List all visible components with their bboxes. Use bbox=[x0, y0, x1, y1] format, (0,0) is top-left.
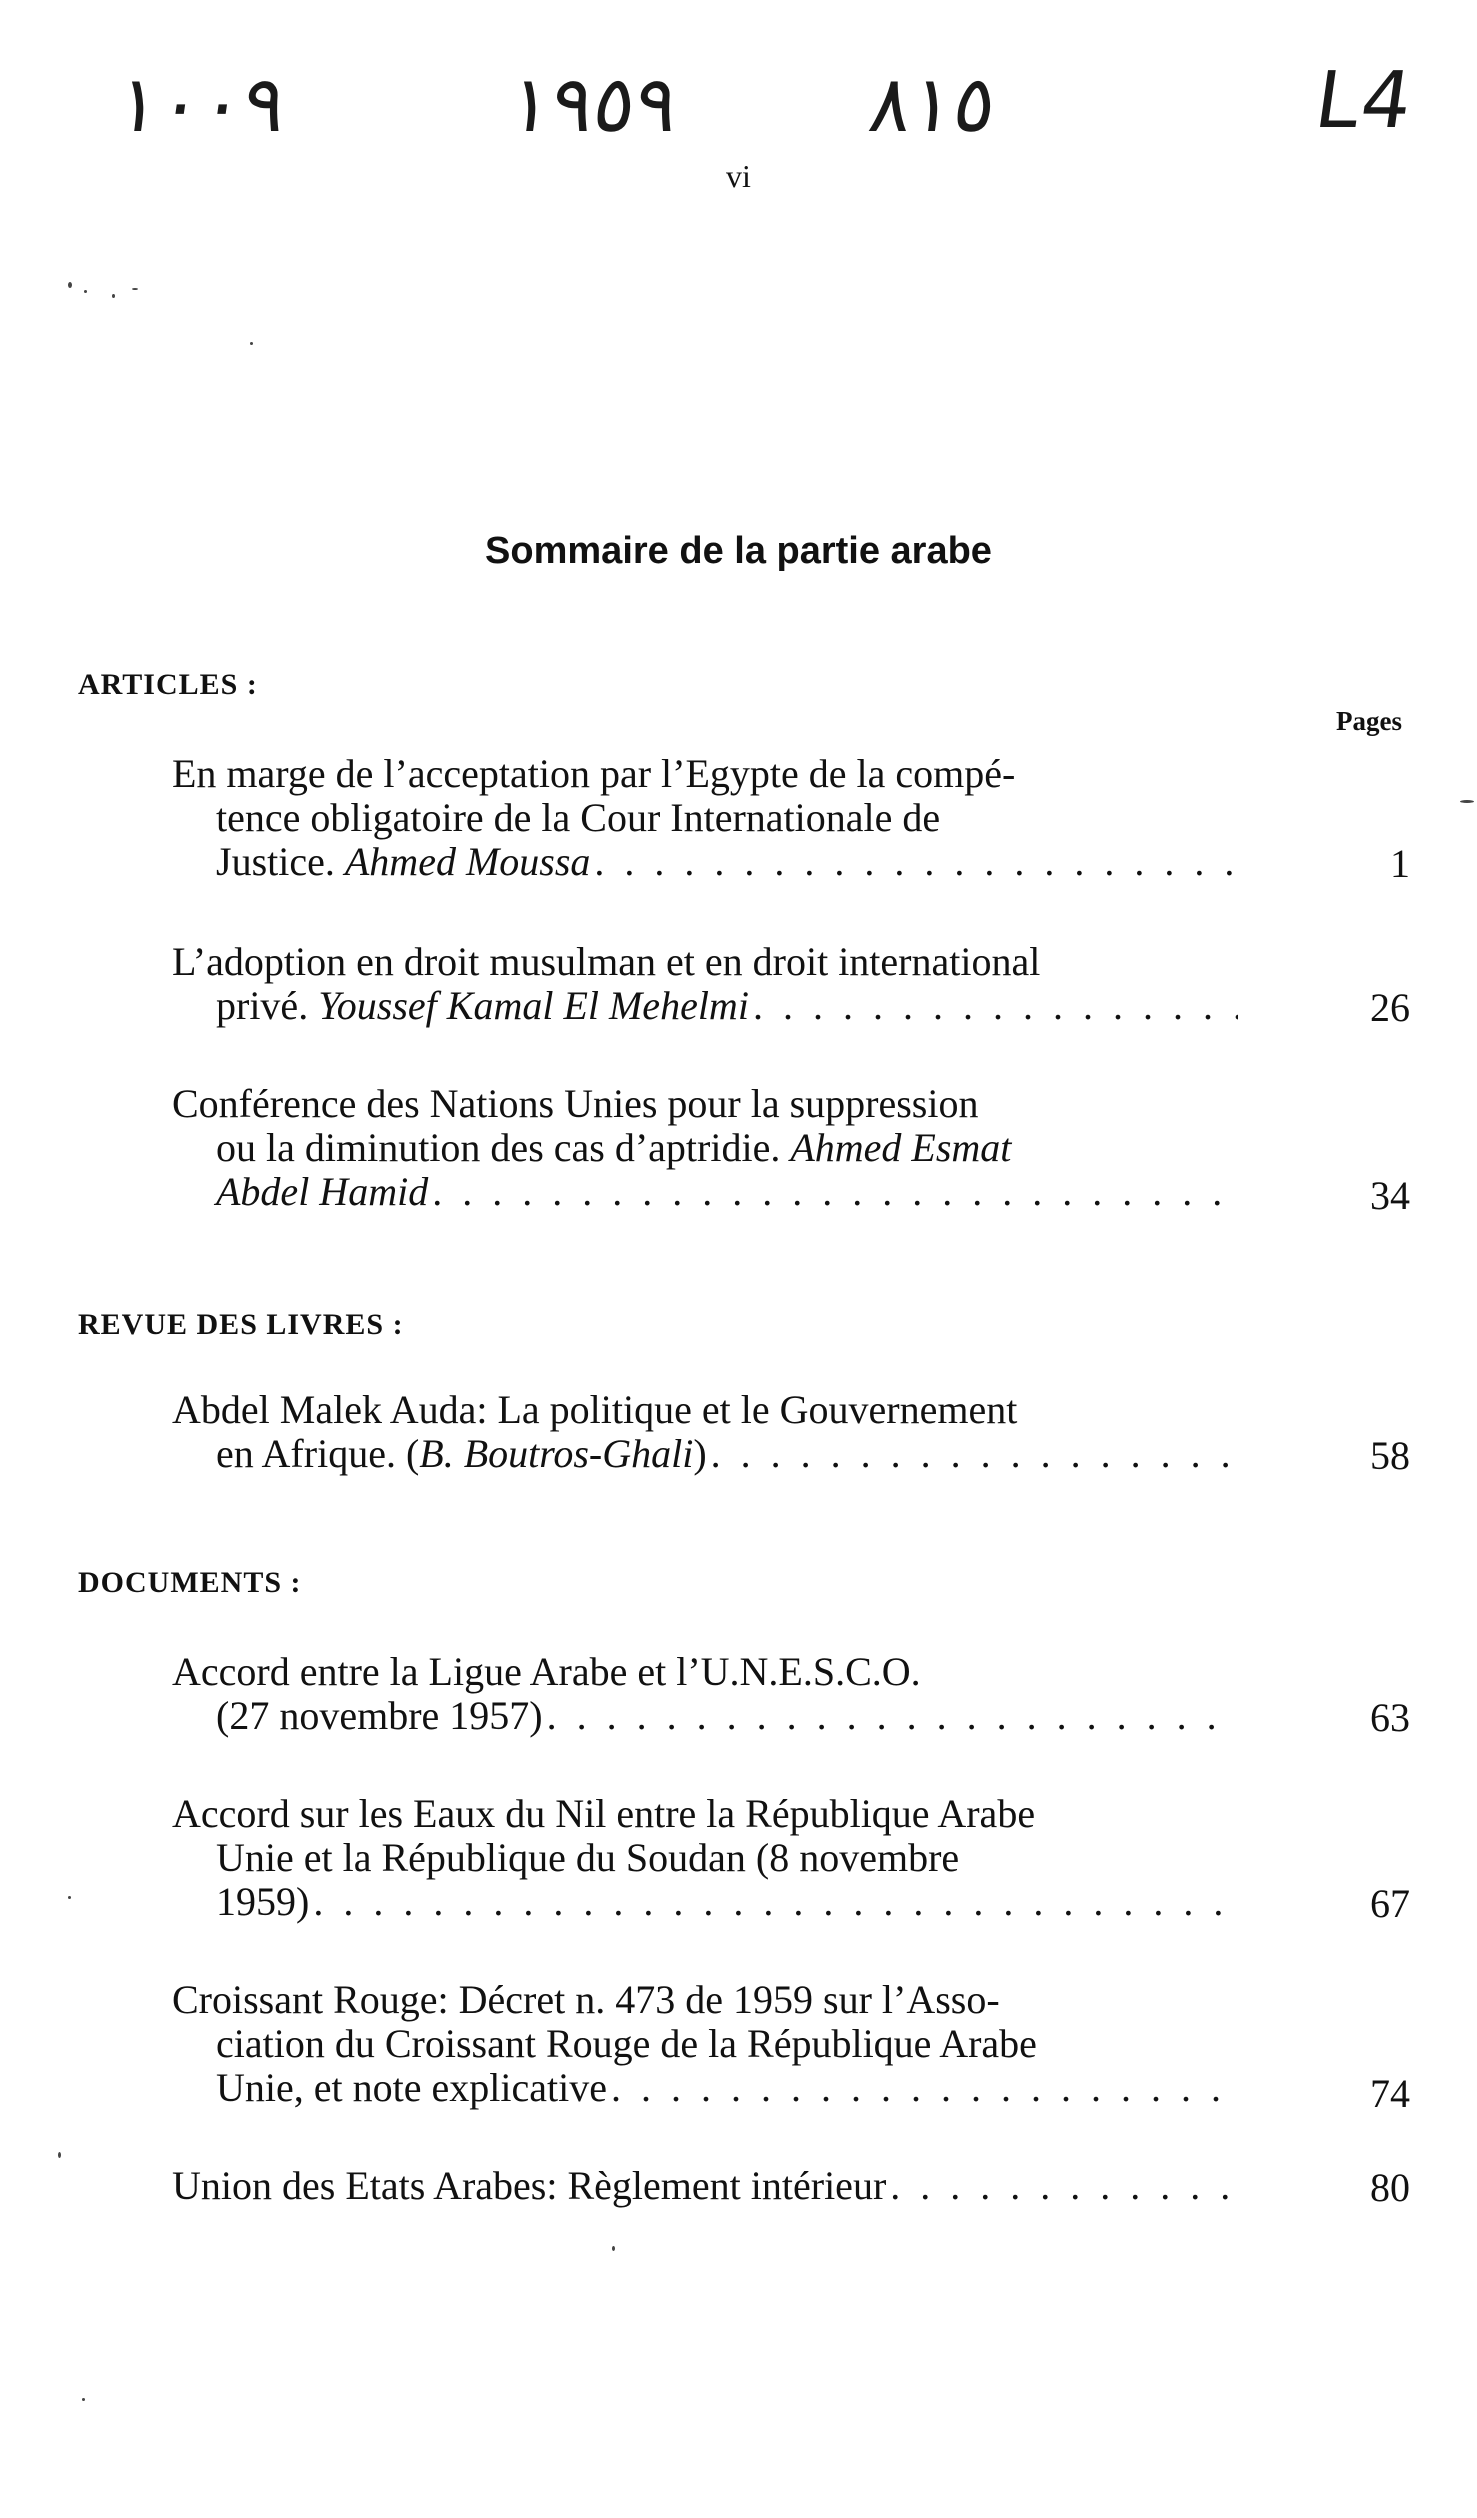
entry-last-line bbox=[172, 2066, 1238, 2110]
page-number: 26 bbox=[1370, 985, 1410, 1030]
leader-dots bbox=[594, 840, 1238, 884]
page-number: 80 bbox=[1370, 2165, 1410, 2210]
entry-last-line bbox=[172, 2164, 1238, 2208]
scan-speck bbox=[612, 2246, 615, 2251]
handwritten-note-3: ٨١٥ bbox=[863, 60, 1003, 150]
handwritten-note-4: L4 bbox=[1309, 56, 1420, 146]
toc-entry bbox=[172, 1792, 1238, 1924]
entry-line: Abdel Malek Auda: La politique et le Gouvernement bbox=[172, 1387, 1018, 1432]
entry-last-line bbox=[172, 1170, 1238, 1214]
entry-line: Conférence des Nations Unies pour la suppression bbox=[172, 1081, 979, 1126]
entry-last-line bbox=[172, 840, 1238, 884]
leader-dots bbox=[313, 1880, 1238, 1924]
section-articles: ARTICLES : bbox=[78, 668, 258, 701]
entry-author: Ahmed Moussa bbox=[344, 839, 591, 884]
entry-text: Unie, et note explicative bbox=[216, 2065, 607, 2110]
entry-author: Abdel Hamid bbox=[216, 1169, 429, 1214]
page-number: 67 bbox=[1370, 1881, 1410, 1926]
toc-entry bbox=[172, 940, 1238, 1028]
scan-speck bbox=[58, 2152, 61, 2158]
entry-last-line bbox=[172, 984, 1238, 1028]
page-number: 63 bbox=[1370, 1695, 1410, 1740]
entry-line: Unie et la République du Soudan (8 novembre bbox=[216, 1835, 960, 1880]
entry-text: ou la diminution des cas d’aptridie. bbox=[216, 1125, 781, 1170]
toc-entry bbox=[172, 1650, 1238, 1738]
scan-speck bbox=[250, 342, 253, 345]
page-number: 34 bbox=[1370, 1173, 1410, 1218]
handwritten-note-1: ١٠٠٩ bbox=[111, 60, 292, 150]
handwritten-note-2: ١٩٥٩ bbox=[503, 60, 684, 150]
entry-line: ciation du Croissant Rouge de la République Arabe bbox=[216, 2021, 1037, 2066]
leader-dots bbox=[711, 1432, 1238, 1476]
leader-dots bbox=[432, 1170, 1238, 1214]
leader-dots bbox=[547, 1694, 1238, 1738]
page-title: Sommaire de la partie arabe bbox=[485, 530, 992, 572]
entry-author: B. Boutros-Ghali bbox=[419, 1431, 694, 1476]
entry-last-line bbox=[172, 1694, 1238, 1738]
scan-speck bbox=[1460, 800, 1474, 803]
entry-author: Youssef Kamal El Mehelmi bbox=[318, 983, 749, 1028]
leader-dots bbox=[753, 984, 1238, 1028]
pages-column-header: Pages bbox=[1336, 706, 1402, 736]
toc-entry bbox=[172, 1082, 1238, 1214]
entry-line: Accord entre la Ligue Arabe et l’U.N.E.S.C.O. bbox=[172, 1649, 921, 1694]
scan-speck bbox=[82, 2398, 85, 2401]
entry-line: Croissant Rouge: Décret n. 473 de 1959 sur l’Asso- bbox=[172, 1977, 1000, 2022]
toc-entry bbox=[172, 1388, 1238, 1476]
leader-dots bbox=[611, 2066, 1238, 2110]
entry-line bbox=[172, 1126, 1238, 1170]
page-number: 58 bbox=[1370, 1433, 1410, 1478]
leader-dots bbox=[890, 2164, 1238, 2208]
entry-text: en Afrique. ( bbox=[216, 1431, 420, 1476]
toc-entry bbox=[172, 1978, 1238, 2110]
scan-speck bbox=[84, 290, 87, 293]
section-book-reviews: REVUE DES LIVRES : bbox=[78, 1308, 404, 1341]
entry-author: Ahmed Esmat bbox=[790, 1125, 1012, 1170]
entry-text: ) bbox=[693, 1431, 707, 1476]
entry-line: L’adoption en droit musulman et en droit international bbox=[172, 939, 1041, 984]
entry-text: Union des Etats Arabes: Règlement intérieur bbox=[172, 2163, 887, 2208]
toc-entry bbox=[172, 2164, 1238, 2208]
page-folio: vi bbox=[726, 158, 751, 194]
scan-speck bbox=[132, 288, 138, 290]
entry-text: 1959) bbox=[216, 1879, 310, 1924]
toc-entry bbox=[172, 752, 1238, 884]
entry-line: Accord sur les Eaux du Nil entre la République Arabe bbox=[172, 1791, 1036, 1836]
entry-text: privé. bbox=[216, 983, 309, 1028]
entry-text: (27 novembre 1957) bbox=[216, 1693, 543, 1738]
page-number: 1 bbox=[1390, 841, 1410, 886]
entry-last-line bbox=[172, 1432, 1238, 1476]
section-documents: DOCUMENTS : bbox=[78, 1566, 302, 1599]
entry-last-line bbox=[172, 1880, 1238, 1924]
scan-speck bbox=[112, 294, 115, 298]
entry-line: En marge de l’acceptation par l’Egypte de la compé- bbox=[172, 751, 1016, 796]
scan-speck bbox=[68, 282, 72, 288]
scan-speck bbox=[68, 1896, 71, 1899]
page-number: 74 bbox=[1370, 2071, 1410, 2116]
entry-line: tence obligatoire de la Cour Internationale de bbox=[216, 795, 941, 840]
entry-text: Justice. bbox=[216, 839, 335, 884]
